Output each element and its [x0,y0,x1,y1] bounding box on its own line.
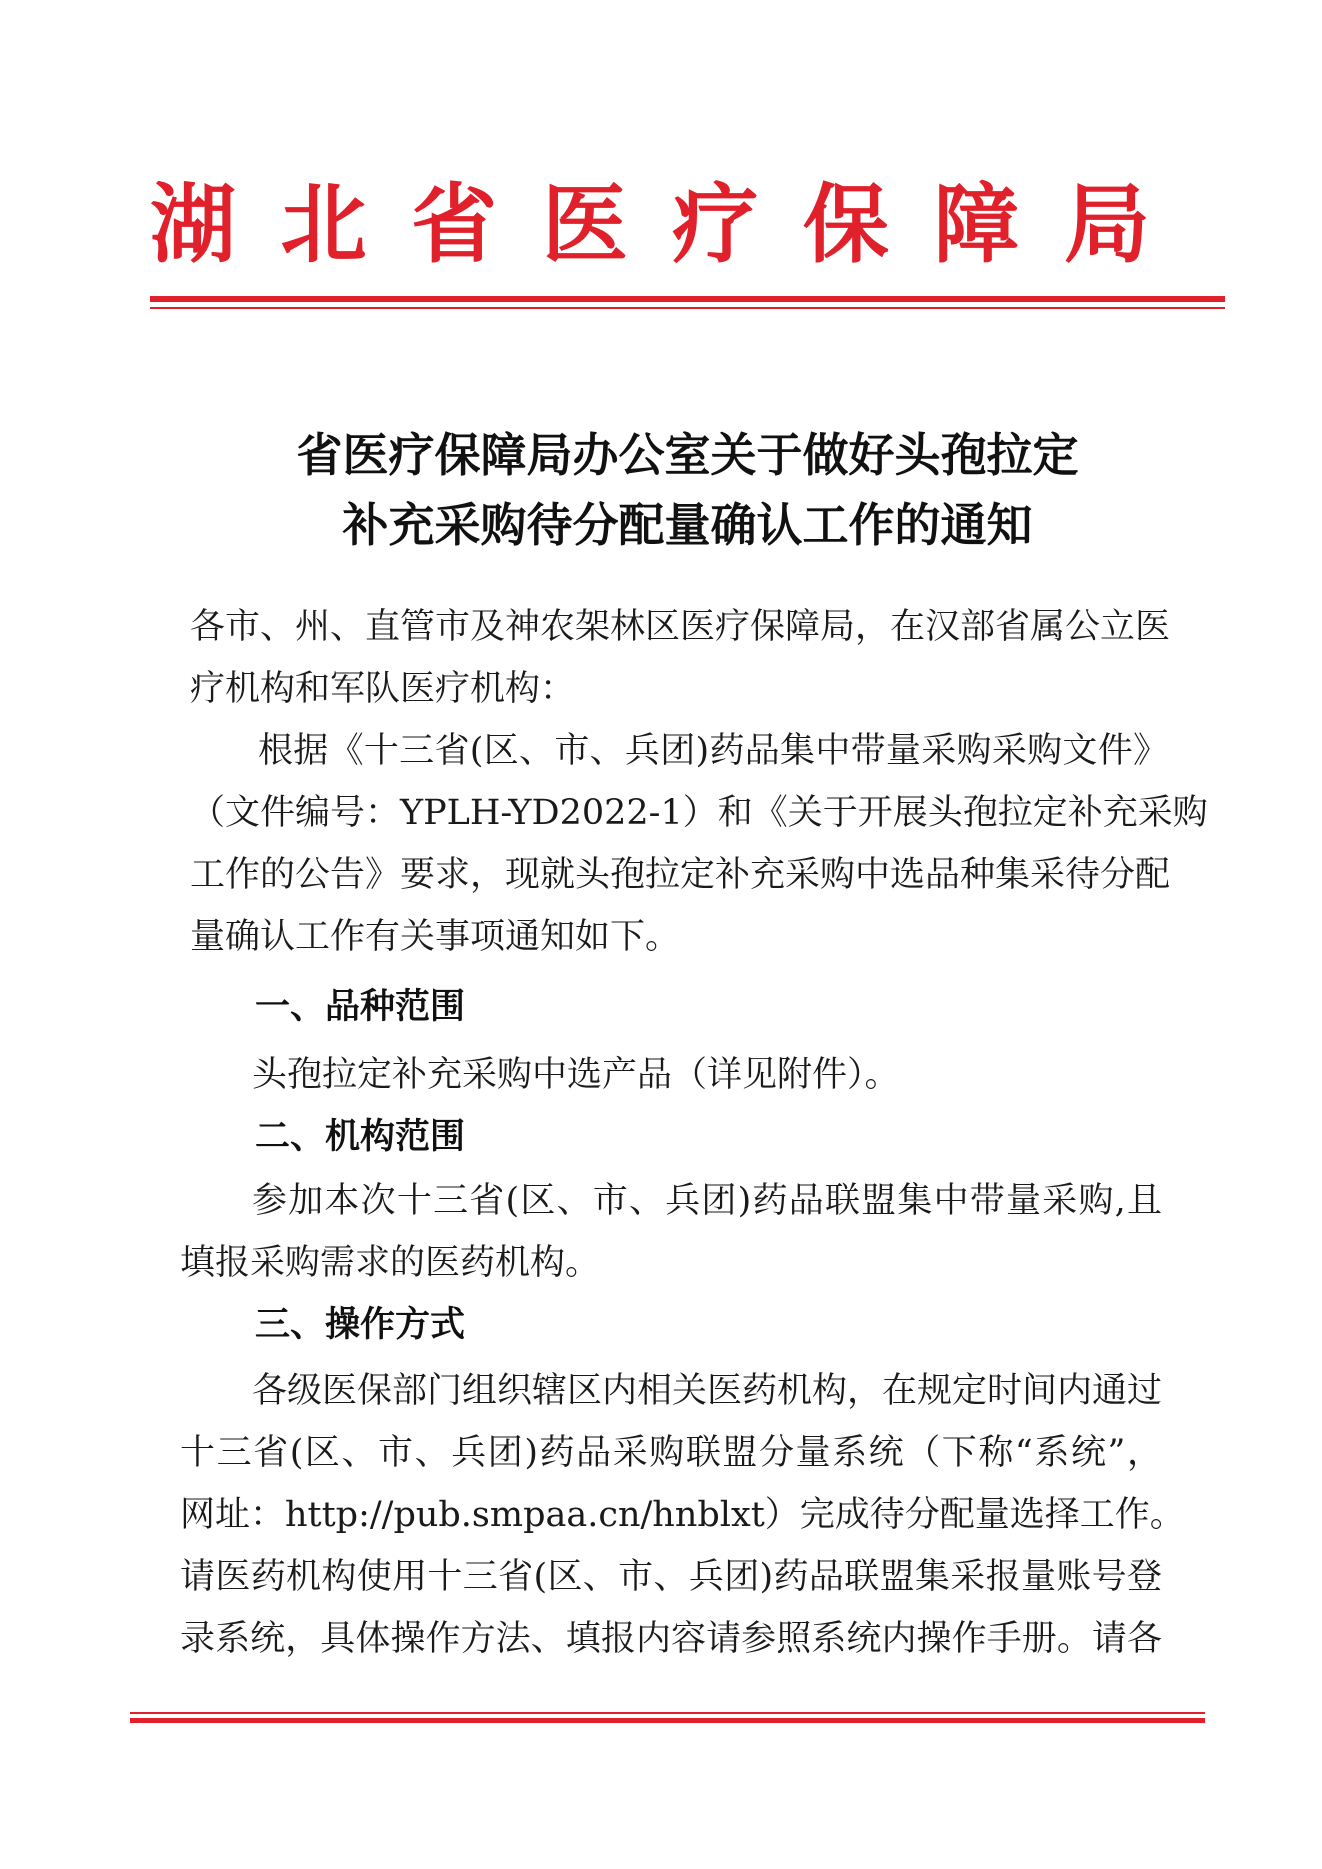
masthead-char: 医 [541,175,628,275]
masthead-char: 疗 [672,175,759,275]
section-2-heading: 二、机构范围 [255,1117,466,1157]
addressee-line-2: 疗机构和军队医疗机构： [190,669,576,709]
section-1-text: 头孢拉定补充采购中选产品（详见附件）。 [252,1055,900,1095]
footer-divider-thin [130,1712,1205,1714]
masthead-char: 湖 [150,175,236,275]
masthead-char: 保 [802,175,889,275]
intro-line-3: 工作的公告》要求，现就头孢拉定补充采购中选品种集采待分配 [190,855,1171,895]
section-1-heading: 一、品种范围 [255,987,466,1027]
intro-line-4: 量确认工作有关事项通知如下。 [190,917,681,957]
masthead-divider-thick [150,296,1225,302]
intro-line-2: （文件编号：YPLH-YD2022-1）和《关于开展头孢拉定补充采购 [190,793,1208,833]
masthead-char: 北 [280,175,367,275]
section-3-text-line-1: 各级医保部门组织辖区内相关医药机构，在规定时间内通过 [252,1371,1163,1411]
section-3-text-line-5: 录系统，具体操作方法、填报内容请参照系统内操作手册。请各 [180,1619,1162,1659]
document-title-line-2: 补充采购待分配量确认工作的通知 [342,498,1033,552]
issuing-authority-masthead [150,175,1150,275]
masthead-divider-thin [150,307,1225,309]
section-3-text-line-2: 十三省(区、市、兵团)药品采购联盟分量系统（下称“系统”， [180,1433,1162,1473]
masthead-char: 省 [411,175,498,275]
section-2-text-line-2: 填报采购需求的医药机构。 [180,1243,601,1283]
document-title-line-1: 省医疗保障局办公室关于做好头孢拉定 [296,428,1079,482]
masthead-char: 障 [933,175,1020,275]
footer-divider-thick [130,1718,1205,1723]
section-3-text-line-4: 请医药机构使用十三省(区、市、兵团)药品联盟集采报量账号登 [180,1557,1162,1597]
section-3-heading: 三、操作方式 [255,1305,466,1345]
intro-line-1: 根据《十三省(区、市、兵团)药品集中带量采购采购文件》 [258,731,1168,771]
addressee-line-1: 各市、州、直管市及神农架林区医疗保障局，在汉部省属公立医 [190,607,1171,647]
section-2-text-line-1: 参加本次十三省(区、市、兵团)药品联盟集中带量采购,且 [252,1181,1162,1221]
masthead-char: 局 [1063,175,1150,275]
section-3-text-line-3: 网址：http://pub.smpaa.cn/hnblxt）完成待分配量选择工作。 [180,1495,1185,1535]
